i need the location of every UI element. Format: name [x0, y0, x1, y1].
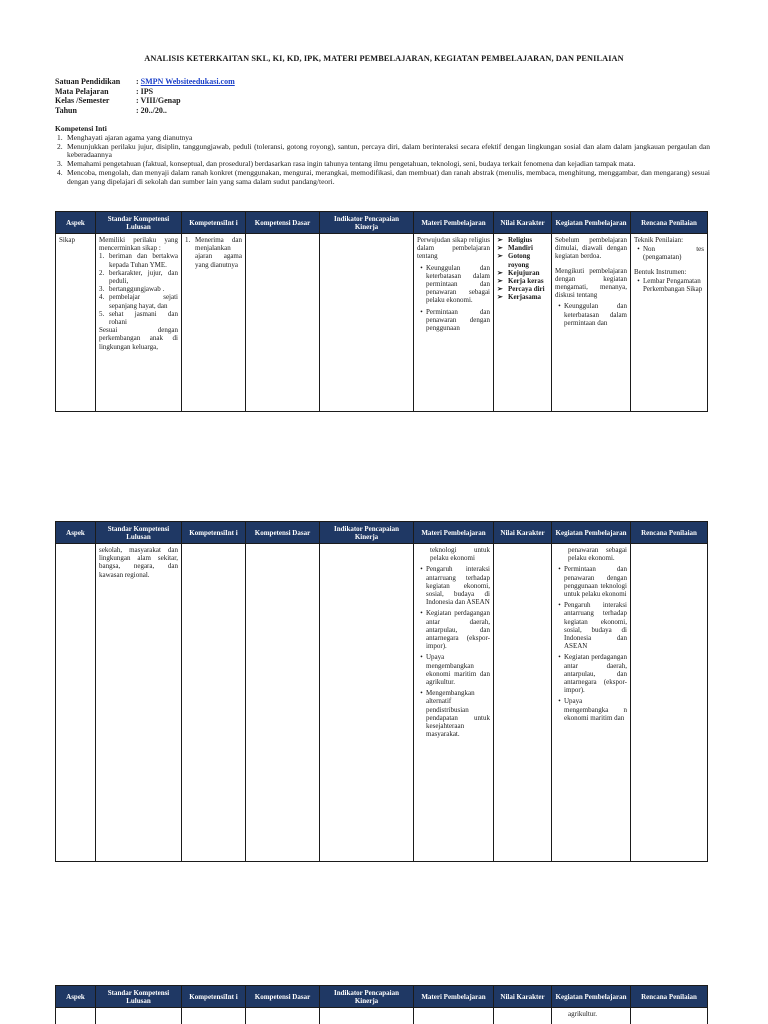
numbered-item — [99, 310, 178, 326]
info-value: : IPS — [136, 86, 154, 96]
item-number: 2. — [99, 268, 105, 277]
bullet-item — [417, 653, 490, 686]
bullet-item — [555, 601, 627, 650]
cell-ipk — [320, 544, 414, 862]
ki-text: Memahami pengetahuan (faktual, konseptual, dan prosedural) berdasarkan rasa ingin tahunya tentang ilmu pengetahuan, teknologi, seni, budaya terkait fenomena dan kejadian tampak mata. — [67, 159, 636, 169]
analysis-table-1 — [55, 211, 708, 412]
bullet-icon: • — [558, 601, 561, 610]
ki-text: Menerima dan menjalankan ajaran agama yang dianutnya — [195, 236, 242, 269]
bullet-icon: • — [558, 302, 561, 311]
header-ki: KompetensiInt i — [182, 212, 246, 234]
cell-aspek — [56, 544, 96, 862]
bullet-icon: • — [420, 689, 423, 698]
ki-number: 3. — [57, 159, 63, 169]
bullet-icon: • — [637, 245, 640, 254]
cell-ipk — [320, 234, 414, 412]
header-nilai: Nilai Karakter — [494, 212, 552, 234]
ki-number: 1. — [185, 236, 191, 244]
cell-kegiatan — [552, 234, 631, 412]
header-kegiatan: Kegiatan Pembelajaran — [552, 522, 631, 544]
bullet-icon: • — [420, 307, 423, 316]
header-kd: Kompetensi Dasar — [246, 522, 320, 544]
header-materi: Materi Pembelajaran — [414, 986, 494, 1008]
info-label: Satuan Pendidikan — [55, 77, 121, 86]
nilai-item — [497, 293, 548, 301]
kegiatan-paragraph-1: Sebelum pembelajaran dimulai, diawali dengan kegiatan berdoa. — [555, 236, 627, 261]
nilai-item — [497, 285, 548, 293]
nilai-text: Kerja keras — [508, 277, 544, 286]
bullet-text: Kegiatan perdagangan antar daerah, antarpulau, dan antarnegara (ekspor-impor). — [564, 653, 627, 695]
table-header-row — [56, 986, 708, 1008]
numbered-item — [99, 285, 178, 293]
header-penilaian: Rencana Penilaian — [631, 522, 708, 544]
cell-kd — [246, 234, 320, 412]
table-row — [56, 234, 708, 412]
cell-kd — [246, 1008, 320, 1024]
info-value: : 20../20.. — [136, 105, 167, 115]
header-ipk: Indikator Pencapaian Kinerja — [320, 522, 414, 544]
header-penilaian: Rencana Penilaian — [631, 212, 708, 234]
bullet-text: Permintaan dan penawaran dengan penggunaan — [426, 307, 490, 333]
analysis-table-3 — [55, 985, 708, 1024]
kegiatan-continued: penawaran sebagai pelaku ekonomi. — [568, 546, 627, 563]
header-aspek: Aspek — [56, 986, 96, 1008]
cell-nilai — [494, 544, 552, 862]
numbered-item — [99, 269, 178, 285]
bullet-text: Keunggulan dan keterbatasan dalam permintaan dan — [564, 302, 627, 327]
penilaian-teknik-value: Non tes (pengamatan) — [643, 245, 704, 262]
kompetensi-inti — [55, 125, 710, 187]
nilai-text: Percaya diri — [508, 285, 545, 294]
info-row — [55, 87, 235, 97]
arrow-bullet-icon: ➢ — [497, 236, 503, 244]
arrow-bullet-icon: ➢ — [497, 293, 503, 302]
header-nilai: Nilai Karakter — [494, 522, 552, 544]
item-text: bertanggungjawab . — [109, 285, 165, 294]
header-ipk: Indikator Pencapaian Kinerja — [320, 212, 414, 234]
skl-intro: Memiliki perilaku yang mencerminkan sikap : — [99, 236, 178, 253]
bullet-text: Pengaruh interaksi antarruang terhadap kegiatan ekonomi, sosial, budaya di Indonesia dan ASEAN — [564, 601, 627, 651]
bullet-text: Kegiatan perdagangan antar daerah, antarpulau, dan antarnegara (ekspor-impor). — [426, 609, 490, 651]
bullet-item — [417, 565, 490, 606]
bullet-icon: • — [558, 565, 561, 574]
nilai-text: Kerjasama — [508, 293, 542, 302]
header-materi: Materi Pembelajaran — [414, 212, 494, 234]
cell-nilai — [494, 1008, 552, 1024]
info-colon: : — [136, 77, 141, 86]
item-number: 4. — [99, 293, 105, 302]
header-materi: Materi Pembelajaran — [414, 522, 494, 544]
cell-ki — [182, 544, 246, 862]
bullet-icon: • — [558, 697, 561, 706]
header-nilai: Nilai Karakter — [494, 986, 552, 1008]
nilai-item — [497, 269, 548, 277]
info-label: Mata Pelajaran — [55, 86, 109, 96]
info-row — [55, 77, 235, 87]
bullet-icon: • — [420, 653, 423, 662]
materi-intro: Perwujudan sikap religius dalam pembelajaran tentang — [417, 236, 490, 261]
nilai-item — [497, 236, 548, 244]
cell-ki — [182, 1008, 246, 1024]
numbered-item — [99, 252, 178, 268]
school-link[interactable]: SMPN Websiteedukasi.com — [140, 77, 235, 86]
info-value — [136, 77, 235, 87]
arrow-bullet-icon: ➢ — [497, 285, 503, 294]
bullet-item — [417, 609, 490, 650]
item-number: 1. — [99, 252, 105, 261]
arrow-bullet-icon: ➢ — [497, 277, 503, 286]
numbered-item — [99, 293, 178, 309]
cell-materi — [414, 1008, 494, 1024]
bullet-text: Mengembangkan alternatif pendistribusian pendapatan untuk kesejahteraan masyarakat. — [426, 689, 490, 739]
item-number: 3. — [99, 285, 105, 294]
bullet-item — [417, 689, 490, 738]
kegiatan-continued: agrikultur. — [568, 1010, 597, 1018]
bullet-text: Keunggulan dan keterbatasan dalam permintaan dan penawaran sebagai pelaku ekonomi. — [426, 263, 490, 305]
cell-nilai — [494, 234, 552, 412]
document-title: ANALISIS KETERKAITAN SKL, KI, KD, IPK, MATERI PEMBELAJARAN, KEGIATAN PEMBELAJARAN, DAN PENILAIAN — [144, 54, 624, 63]
cell-ipk — [320, 1008, 414, 1024]
bullet-item — [555, 653, 627, 694]
bullet-item — [417, 308, 490, 333]
item-text: beriman dan bertakwa kepada Tuhan YME. — [109, 252, 178, 269]
cell-kegiatan — [552, 1008, 631, 1024]
header-skl: Standar Kompetensi Lulusan — [96, 986, 182, 1008]
header-kd: Kompetensi Dasar — [246, 212, 320, 234]
bullet-text: Pengaruh interaksi antarruang terhadap kegiatan ekonomi, sosial, budaya di Indonesia dan ASEAN — [426, 565, 490, 607]
info-label: Tahun — [55, 105, 77, 115]
header-aspek: Aspek — [56, 212, 96, 234]
nilai-item — [497, 252, 548, 268]
bullet-icon: • — [420, 263, 423, 272]
bullet-item — [555, 302, 627, 327]
bullet-item — [555, 697, 627, 722]
header-skl: Standar Kompetensi Lulusan — [96, 522, 182, 544]
penilaian-instrumen-label: Bentuk Instrumen: — [634, 267, 687, 276]
penilaian-teknik-label: Teknik Penilaian: — [634, 236, 684, 244]
cell-skl — [96, 544, 182, 862]
ki-number: 1. — [57, 132, 63, 142]
header-ki: KompetensiInt i — [182, 986, 246, 1008]
nilai-text: Gotong royong — [508, 252, 531, 269]
ki-title: Kompetensi Inti — [55, 124, 107, 133]
nilai-item — [497, 277, 548, 285]
cell-skl — [96, 1008, 182, 1024]
nilai-text: Mandiri — [508, 244, 533, 253]
cell-materi — [414, 234, 494, 412]
table-row — [56, 1008, 708, 1024]
nilai-text: Religius — [508, 236, 533, 244]
cell-aspek: Sikap — [56, 234, 96, 412]
document-info — [55, 77, 235, 115]
table-header-row — [56, 212, 708, 234]
header-aspek: Aspek — [56, 522, 96, 544]
cell-ki — [182, 234, 246, 412]
skl-text: sekolah, masyarakat dan lingkungan alam sekitar, bangsa, negara, dan kawasan regional. — [99, 546, 178, 579]
item-text: pembelajar sejati sepanjang hayat, dan — [109, 293, 178, 310]
bullet-icon: • — [637, 276, 640, 285]
header-ki: KompetensiInt i — [182, 522, 246, 544]
analysis-table-2 — [55, 521, 708, 862]
header-kegiatan: Kegiatan Pembelajaran — [552, 986, 631, 1008]
header-penilaian: Rencana Penilaian — [631, 986, 708, 1008]
nilai-text: Kejujuran — [508, 268, 540, 277]
header-kegiatan: Kegiatan Pembelajaran — [552, 212, 631, 234]
kegiatan-paragraph-2: Mengikuti pembelajaran dengan kegiatan mengamati, menanya, diskusi tentang — [555, 266, 627, 300]
arrow-bullet-icon: ➢ — [497, 244, 503, 253]
ki-text: Menghayati ajaran agama yang dianutnya — [67, 132, 193, 142]
item-number: 5. — [99, 309, 105, 318]
header-kd: Kompetensi Dasar — [246, 986, 320, 1008]
info-row — [55, 106, 235, 116]
ki-item — [55, 143, 710, 161]
ki-text: Menunjukkan perilaku jujur, disiplin, tanggungjawab, peduli (toleransi, gotong royong), santun, percaya diri, dalam berinteraksi secara efektif dengan lingkungan sosial dan alam dalam jangkauan pergaulan dan keberadaannya — [67, 141, 710, 160]
skl-tail: Sesuai dengan perkembangan anak di lingkungan keluarga, — [99, 326, 178, 351]
table-row — [56, 544, 708, 862]
cell-materi — [414, 544, 494, 862]
bullet-item — [417, 264, 490, 305]
bullet-text: Permintaan dan penawaran dengan penggunaan teknologi untuk pelaku ekonomi — [564, 565, 627, 599]
cell-aspek — [56, 1008, 96, 1024]
bullet-icon: • — [420, 565, 423, 574]
ki-number: 4. — [57, 167, 63, 177]
bullet-icon: • — [558, 653, 561, 662]
cell-kegiatan — [552, 544, 631, 862]
penilaian-instrumen-value: Lembar Pengamatan Perkembangan Sikap — [643, 276, 703, 294]
cell-skl — [96, 234, 182, 412]
ki-item — [55, 169, 710, 187]
ki-text: Mencoba, mengolah, dan menyaji dalam ranah konkret (menggunakan, mengurai, merangkai, memodifikasi, dan membuat) dan ranah abstrak (menulis, membaca, menghitung, menggambar, dan mengarang) sesuai dengan yang dipelajari di sekolah dan sumber lain yang sama dalam sudut pandang/teori. — [67, 167, 710, 186]
ki-number: 2. — [57, 141, 63, 151]
item-text: berkarakter, jujur, dan peduli, — [109, 268, 178, 286]
cell-penilaian — [631, 544, 708, 862]
table-header-row — [56, 522, 708, 544]
cell-kd — [246, 544, 320, 862]
bullet-text: Upaya mengembangkan ekonomi maritim dan agrikultur. — [426, 653, 490, 687]
nilai-item — [497, 244, 548, 252]
header-ipk: Indikator Pencapaian Kinerja — [320, 986, 414, 1008]
item-text: sehat jasmani dan rohani — [109, 309, 178, 327]
info-row — [55, 96, 235, 106]
arrow-bullet-icon: ➢ — [497, 252, 503, 261]
bullet-icon: • — [420, 609, 423, 618]
info-label: Kelas /Semester — [55, 96, 110, 106]
header-skl: Standar Kompetensi Lulusan — [96, 212, 182, 234]
info-value: : VIII/Genap — [136, 96, 181, 106]
materi-continued: teknologi untuk pelaku ekonomi — [430, 546, 490, 563]
bullet-item — [555, 565, 627, 598]
arrow-bullet-icon: ➢ — [497, 268, 503, 277]
cell-penilaian — [631, 234, 708, 412]
cell-penilaian — [631, 1008, 708, 1024]
bullet-text: Upaya mengembangka n ekonomi maritim dan — [564, 697, 627, 722]
